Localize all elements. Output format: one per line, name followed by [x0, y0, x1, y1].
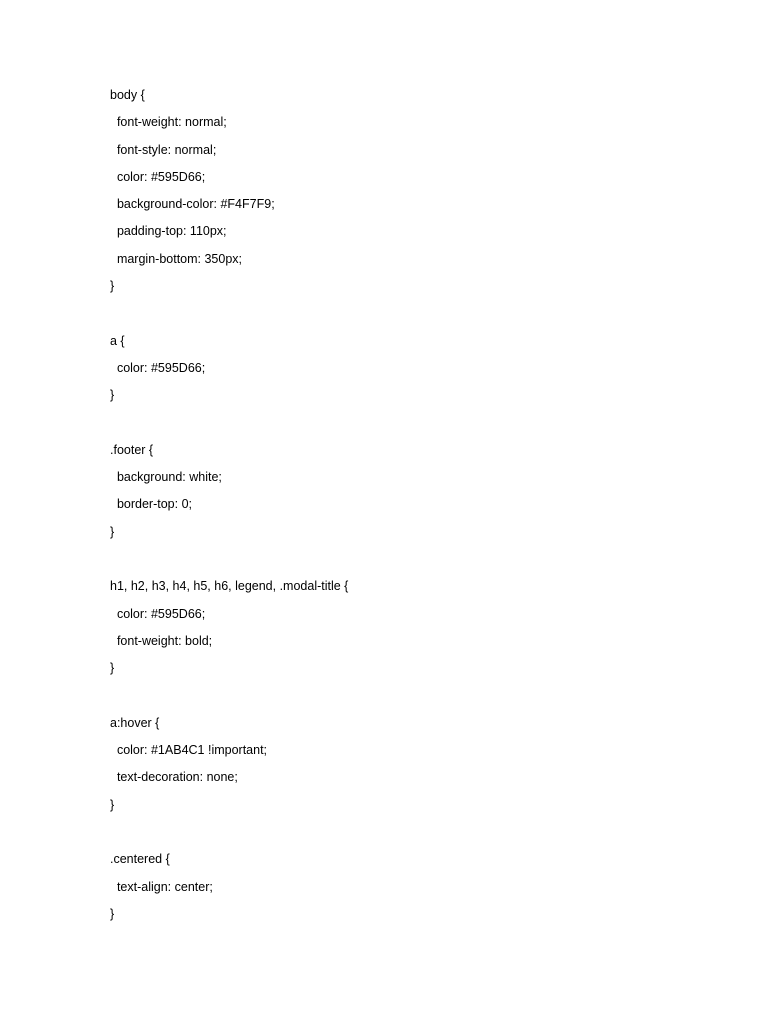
code-line: font-weight: normal; — [110, 115, 227, 130]
blank-line — [110, 823, 348, 850]
blank-line — [110, 550, 348, 577]
code-line: color: #595D66; — [110, 169, 206, 184]
code-line: background: white; — [110, 470, 222, 485]
code-line: border-top: 0; — [110, 497, 192, 512]
code-line: font-style: normal; — [110, 142, 217, 157]
blank-line — [110, 687, 348, 714]
blank-line — [110, 304, 348, 331]
code-line: } — [110, 661, 115, 676]
code-line: body { — [110, 88, 145, 102]
code-line: .centered { — [110, 852, 170, 867]
code-line: color: #595D66; — [110, 606, 206, 621]
code-line: font-weight: bold; — [110, 633, 213, 648]
css-code-block — [110, 86, 348, 932]
code-line: a { — [110, 333, 125, 348]
code-line: color: #1AB4C1 !important; — [110, 743, 268, 758]
code-line: } — [110, 524, 115, 539]
code-line: a:hover { — [110, 715, 160, 730]
code-line: text-decoration: none; — [110, 770, 238, 785]
code-line: h1, h2, h3, h4, h5, h6, legend, .modal-title { — [110, 579, 349, 594]
code-line: margin-bottom: 350px; — [110, 251, 243, 266]
code-line: } — [110, 797, 115, 812]
code-line: color: #595D66; — [110, 360, 206, 375]
blank-line — [110, 414, 348, 441]
code-line: } — [110, 906, 115, 921]
code-line: padding-top: 110px; — [110, 224, 227, 239]
code-line: .footer { — [110, 442, 154, 457]
code-line: } — [110, 279, 115, 294]
code-line: background-color: #F4F7F9; — [110, 197, 275, 212]
code-line: } — [110, 388, 115, 403]
code-line: text-align: center; — [110, 879, 213, 894]
